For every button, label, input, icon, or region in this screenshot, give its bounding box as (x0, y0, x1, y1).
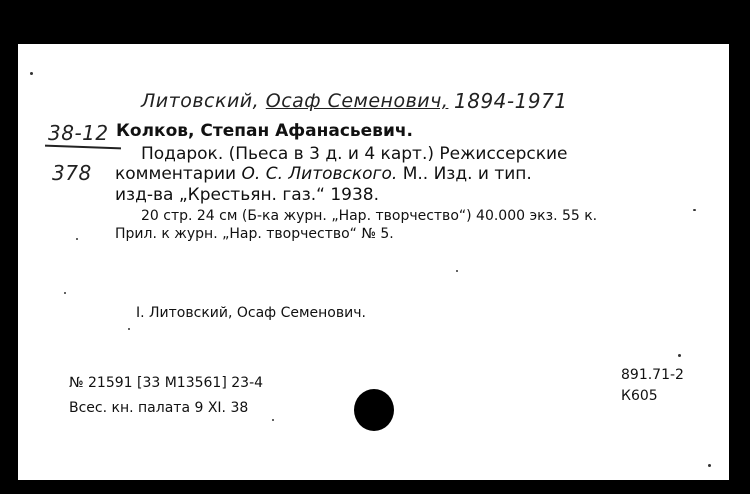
publisher-line: изд-ва „Крестьян. газ.“ 1938. (115, 185, 380, 205)
handwritten-life-dates: 1894-1971 (454, 89, 568, 113)
scan-speck (708, 464, 711, 467)
scan-speck (64, 292, 66, 294)
scan-speck (693, 209, 696, 211)
handwritten-call-number-top: 38-12 (48, 121, 109, 145)
publisher-start: М.. Изд. и тип. (397, 164, 532, 184)
handwritten-given-names: Осаф Семенович, (265, 90, 449, 112)
scan-speck (128, 328, 130, 330)
added-entry: I. Литовский, Осаф Семенович. (136, 305, 366, 321)
commentary-line (115, 164, 532, 184)
author-heading: Колков, Степан Афанасьевич. (116, 121, 413, 141)
collation-line: 20 стр. 24 см (Б-ка журн. „Нар. творчество“) 40.000 экз. 55 к. (141, 208, 598, 224)
card-punch-hole (354, 389, 394, 431)
handwritten-call-number-bottom: 378 (52, 161, 92, 185)
handwritten-surname: Литовский, (141, 90, 266, 112)
classification-number: 891.71-2 (621, 367, 684, 383)
commentator-name: О. С. Литовского. (241, 164, 398, 184)
registration-number: № 21591 [33 М13561] 23-4 (69, 375, 264, 391)
scan-speck (456, 270, 458, 272)
catalog-card (18, 44, 729, 480)
call-number-divider (45, 145, 121, 150)
book-chamber-stamp: Всес. кн. палата 9 XI. 38 (69, 400, 249, 416)
title-line: Подарок. (Пьеса в 3 д. и 4 карт.) Режиссерские (141, 144, 568, 164)
commentary-label: комментарии (115, 164, 242, 184)
scan-speck (678, 354, 681, 357)
scan-speck (272, 419, 274, 421)
series-note-line: Прил. к журн. „Нар. творчество“ № 5. (115, 226, 394, 242)
handwritten-author-name (141, 90, 448, 112)
scan-speck (30, 72, 33, 75)
author-mark: К605 (621, 388, 658, 404)
scan-speck (76, 238, 78, 240)
